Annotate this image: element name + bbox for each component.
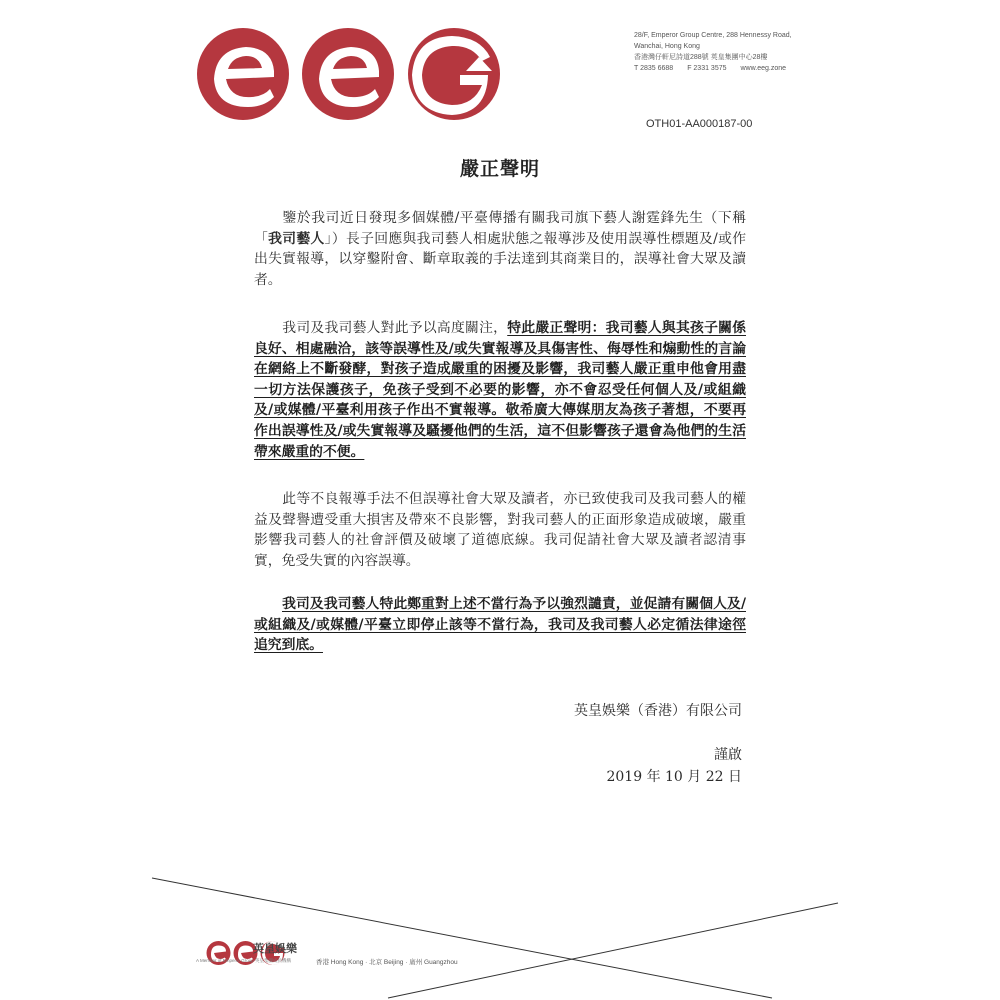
phone-number: T 2835 6688 (634, 65, 674, 72)
address-line-3: 香港灣仔軒尼詩道288號 英皇集團中心28樓 (634, 54, 768, 61)
closing-salutation: 謹啟 (714, 747, 742, 763)
paragraph-1-bold: 我司藝人 (268, 230, 325, 247)
document-date: 2019 年 10 月 22 日 (606, 769, 742, 785)
paragraph-1-text-a: 鑒於我司近日發現多個媒體/平臺傳播有關我司旗下藝人謝霆鋒先生（下稱「 (254, 210, 746, 247)
footer-cities: 香港 Hong Kong · 北京 Beijing · 廣州 Guangzhou (316, 959, 458, 966)
paragraph-1-text-b: 」）長子回應與我司藝人相處狀態之報導涉及使用誤導性標題及/或作出失實報導，以穿鑿附會、斷章取義的手法達到其商業目的，誤導社會大眾及讀者。 (254, 230, 747, 288)
paragraph-2-statement: 特此嚴正聲明：我司藝人與其孩子關係良好、相處融洽，該等誤導性及/或失實報導及具傷害性、侮辱性和煽動性的言論在網絡上不斷發酵，對孩子造成嚴重的困擾及影響，我司藝人嚴正重申他會用盡一切方法保護孩子，免孩子受到不必要的影響，亦不會忍受任何個人及/或組織及/或媒體/平臺利用孩子作出不實報導。敬希廣大傳媒朋友為孩子著想，不要再作出誤導性及/或失實報導及騷擾他們的生活，這不但影響孩子還會為他們的生活帶來嚴重的不便。 (254, 320, 747, 460)
website: www.eeg.zone (740, 65, 787, 72)
reference-number: OTH01-AA000187-00 (646, 118, 753, 130)
document-title: 嚴正聲明 (459, 158, 540, 180)
cross-line-2 (388, 903, 838, 998)
footer-subtitle: A Member of Emperor Group 英皇集團成員機構 (196, 958, 292, 963)
paragraph-3-text: 此等不良報導手法不但誤導社會大眾及讀者，亦已致使我司及我司藝人的權益及聲譽遭受重大損害及帶來不良影響，對我司藝人的正面形象造成破壞，嚴重影響我司藝人的社會評價及破壞了道德底線。我司促請社會大眾及讀者認清事實，免受失實的內容誤導。 (254, 491, 746, 569)
address-line-1: 28/F, Emperor Group Centre, 288 Hennessy Road, (634, 32, 792, 39)
paragraph-2-text: 我司及我司藝人對此予以高度關注， (282, 320, 508, 336)
company-signature: 英皇娛樂（香港）有限公司 (574, 703, 742, 719)
fax-number: F 2331 3575 (687, 65, 727, 72)
paragraph-4-condemnation: 我司及我司藝人特此鄭重對上述不當行為予以強烈譴責，並促請有關個人及/或組織及/或媒體/平臺立即停止該等不當行為，我司及我司藝人必定循法律途徑追究到底。 (254, 596, 746, 654)
address-line-2: Wanchai, Hong Kong (634, 43, 700, 50)
footer-brand-name: 英皇娛樂 (253, 942, 297, 955)
